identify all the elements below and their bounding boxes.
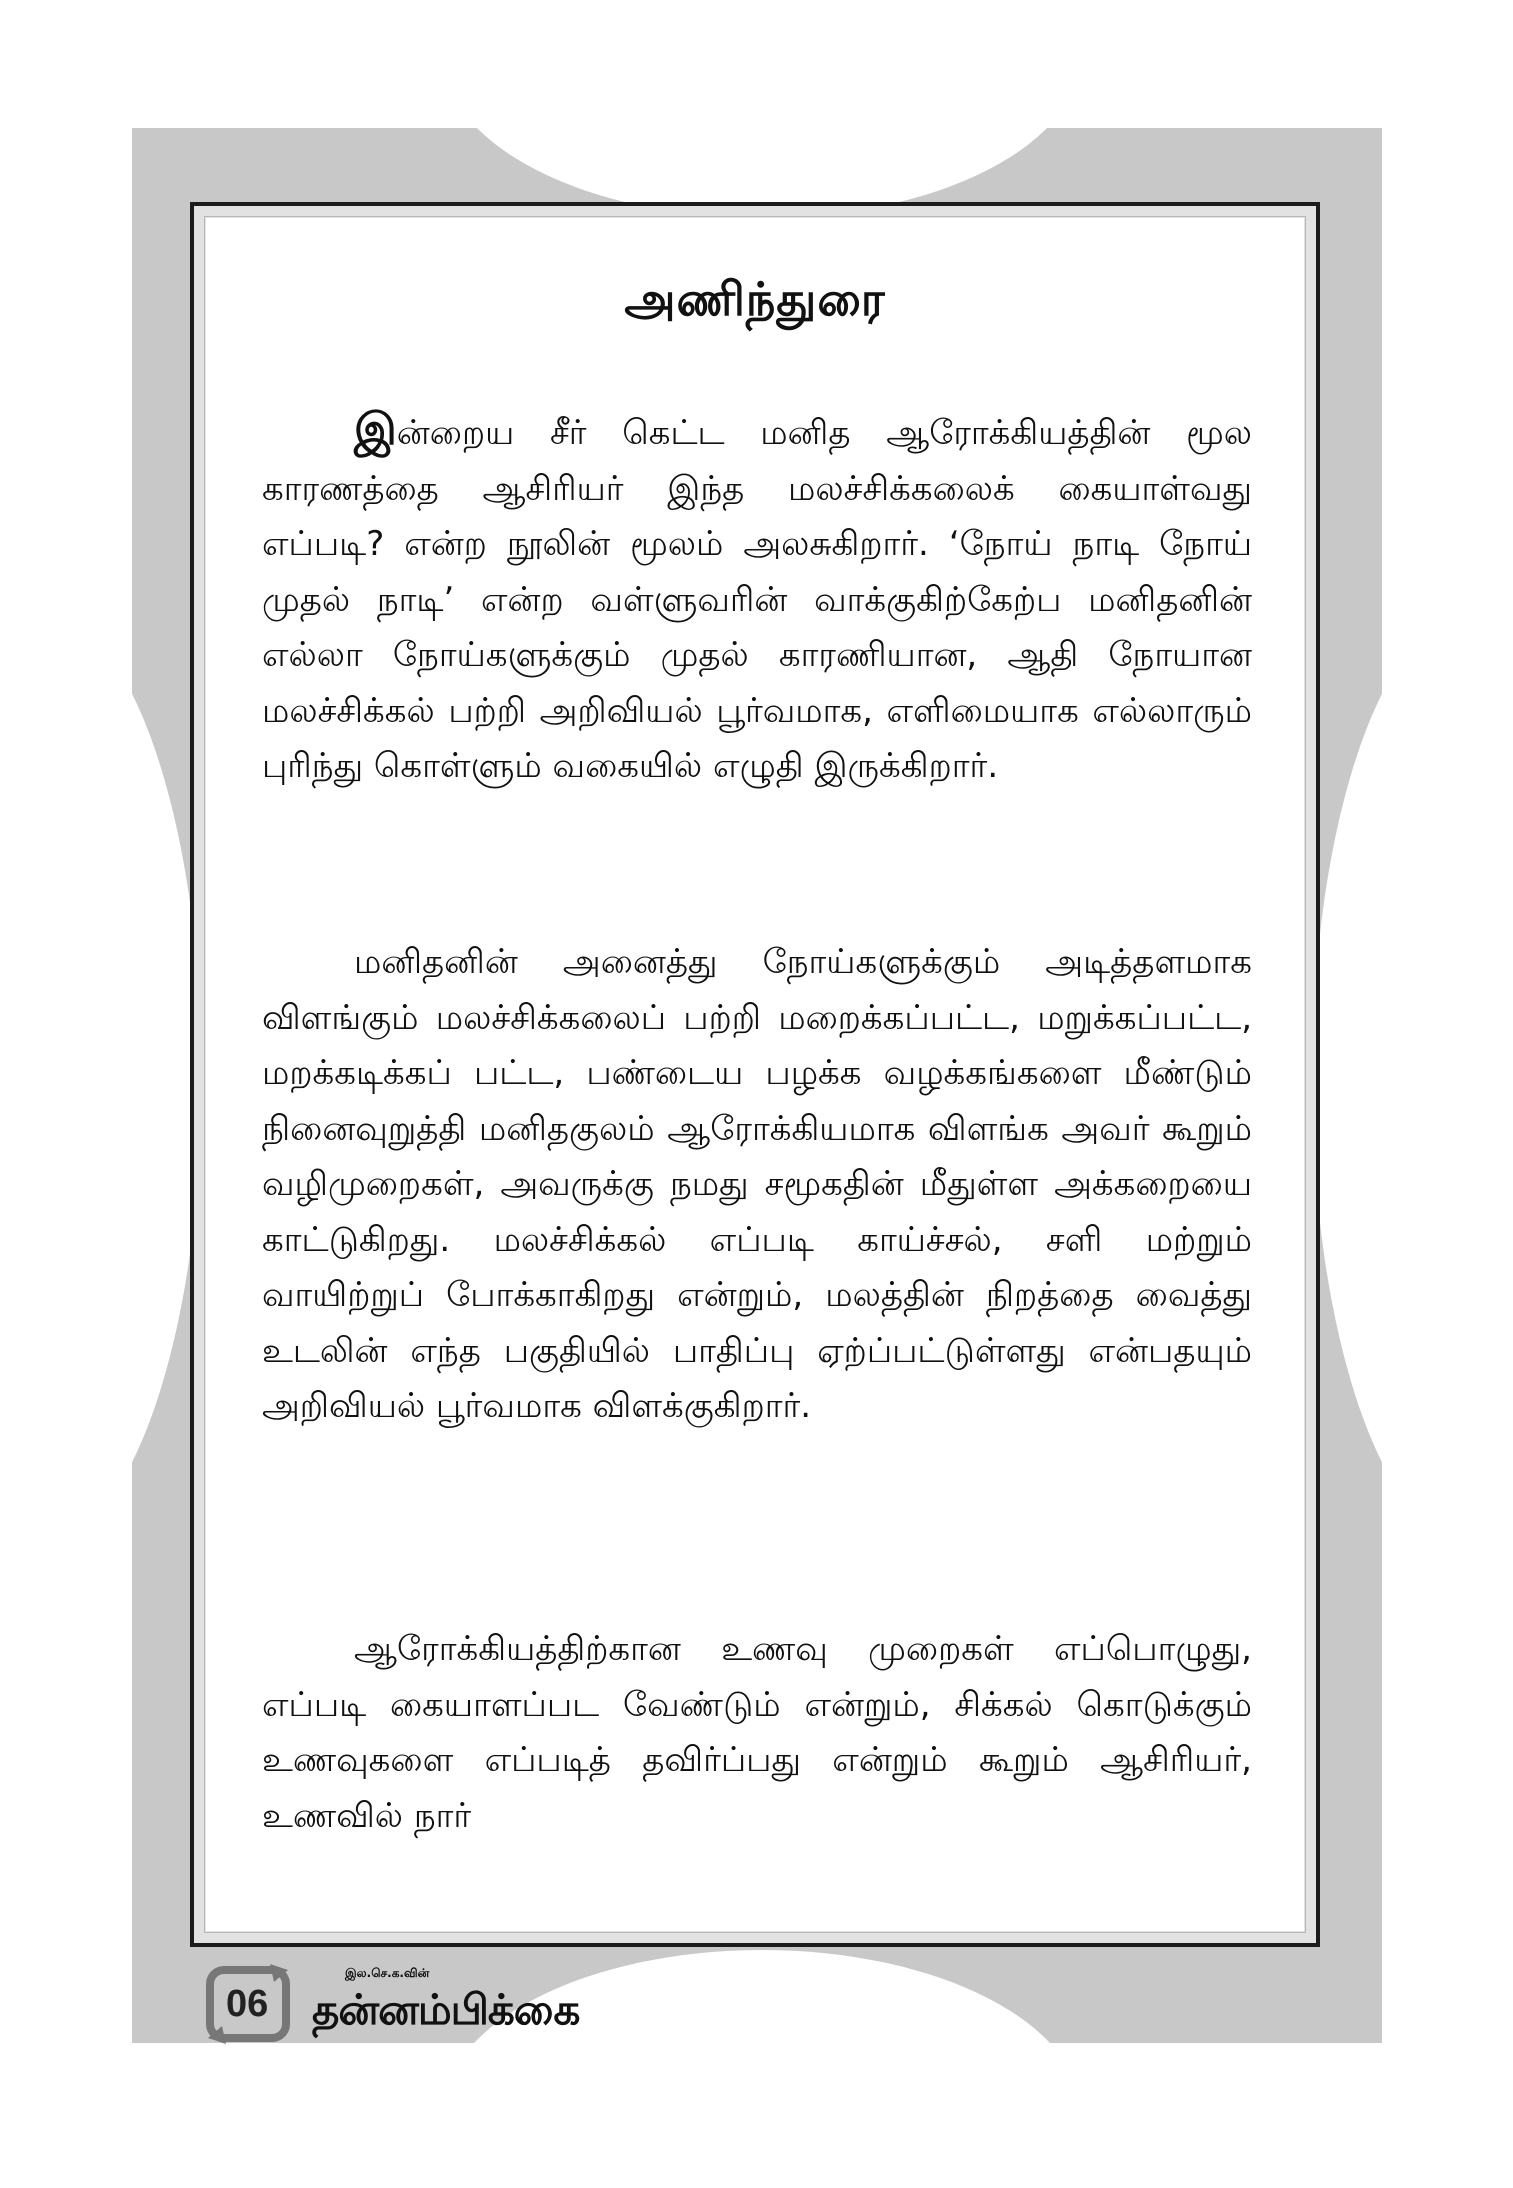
frame-scallop-right bbox=[1312, 608, 1382, 1548]
paragraph-1 bbox=[262, 402, 1252, 795]
page-number: 06 bbox=[226, 1983, 269, 2025]
page-title: அணிந்துரை bbox=[624, 272, 886, 326]
footer-author: இல.செ.க.வின் bbox=[345, 1966, 430, 1980]
paragraph-1-text: ன்றைய சீர் கெட்ட மனித ஆரோக்கியத்தின் மூல காரணத்தை ஆசிரியர் இந்த மலச்சிக்கலைக் கையாள்வது எப்படி? என்ற நூலின் மூலம் அலசுகிறார். ‘நோய் நாடி நோய் முதல் நாடி’ என்ற வள்ளுவரின் வாக்குகிற்கேற்ப மனிதனின் எல்லா நோய்களுக்கும் முதல் காரணியான, ஆதி நோயான மலச்சிக்கல் பற்றி அறிவியல் பூர்வமாக, எளிமையாக எல்லாரும் புரிந்து கொள்ளும் வகையில் எழுதி இருக்கிறார். bbox=[262, 413, 1253, 786]
footer-book-title: தன்னம்பிக்கை bbox=[312, 1985, 580, 2034]
paragraph-2-text: மனிதனின் அனைத்து நோய்களுக்கும் அடித்தளமாக விளங்கும் மலச்சிக்கலைப் பற்றி மறைக்கப்பட்ட, மறுக்கப்பட்ட, மறக்கடிக்கப் பட்ட, பண்டைய பழக்க வழக்கங்களை மீண்டும் நினைவுறுத்தி மனிதகுலம் ஆரோக்கியமாக விளங்க அவர் கூறும் வழிமுறைகள், அவருக்கு நமது சமூகதின் மீதுள்ள அக்கறையை காட்டுகிறது. மலச்சிக்கல் எப்படி காய்ச்சல், சளி மற்றும் வாயிற்றுப் போக்காகிறது என்றும், மலத்தின் நிறத்தை வைத்து உடலின் எந்த பகுதியில் பாதிப்பு ஏற்ப்பட்டுள்ளது என்பதயும் அறிவியல் பூர்வமாக விளக்குகிறார். bbox=[262, 942, 1252, 1426]
paragraph-3-text: ஆரோக்கியத்திற்கான உணவு முறைகள் எப்பொழுது, எப்படி கையாளப்பட வேண்டும் என்றும், சிக்கல் கொடுக்கும் உணவுகளை எப்படித் தவிர்ப்பது என்றும் கூறும் ஆசிரியர், உணவில் நார் bbox=[262, 1629, 1252, 1836]
paragraph-1-dropcap: இ bbox=[354, 404, 397, 455]
paragraph-2 bbox=[262, 935, 1252, 1435]
paragraph-3 bbox=[262, 1622, 1252, 1844]
